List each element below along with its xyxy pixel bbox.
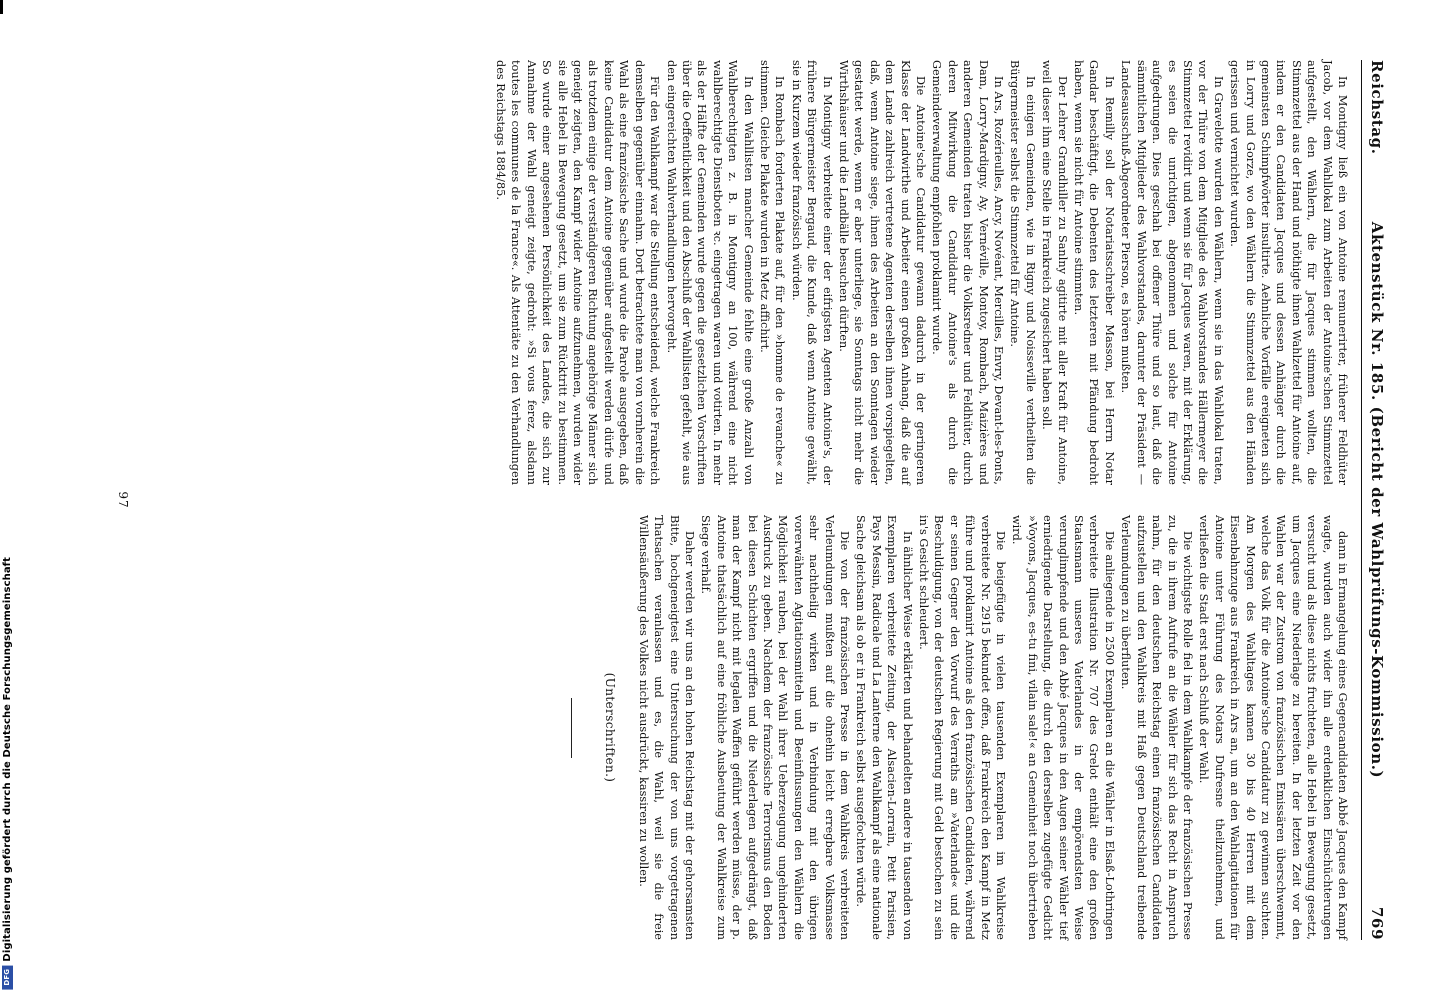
paragraph: In Montigny verbreitete einer der eifrigsten Agenten Antoine's, der frühere Bürgermeister Bergaud, die Kunde, daß wenn Antoine gewählt, sie in Kurzem wieder französisch würden. — [789, 60, 834, 485]
text-column-left — [492, 60, 1350, 485]
paragraph: In Rombach forderten Plakate auf, für den »homme de revanche« zu stimmen. Gleiche Plakate wurden in Metz affichirt. — [757, 60, 787, 485]
signature-rule — [571, 698, 572, 758]
header-center: Aktenstück Nr. 185. (Bericht der Wahlprüfungs-Kommission.) — [1368, 221, 1386, 779]
dfg-logo-icon: DFG — [2, 966, 13, 990]
paragraph: Die wichtigste Rolle fiel in dem Wahlkampfe der französischen Presse zu, die in ihrem Aufrufe an die Wähler für sich das Recht in Anspruch nahm, für den deutschen Reichstag einen französischen Candidaten aufzustellen und den Wahlkreis mit Haß gegen Deutschland treibende Verleumdungen zu überfluten. — [1119, 515, 1194, 940]
paragraph: dann in Ermangelung eines Gegencandidaten Abbé Jacques den Kampf wagte, wurden auch wider ihn alle erdenklichen Einschüchterungen versucht und als diese nichts fruchteten, alle Hebel in Bewegung gesetzt, um Jacques eine Niederlage zu bereiten. In der letzten Zeit vor den Wahlen war der Zustrom von französischen Emissären überschwemmt, welche das Volk für die Antoine'sche Candidatur zu gewinnen suchten. Am Morgen des Wahltages kamen 30 bis 40 Herren mit dem Eisenbahnzuge aus Frankreich in Ars an, um an den Wahlagitationen für Antoine unter Führung des Notars Dufresne theilzunehmen, und verließen die Stadt erst nach Schluß der Wahl. — [1197, 515, 1349, 940]
footer-number: 97 — [116, 491, 130, 509]
running-header — [1361, 60, 1388, 940]
paragraph: In Ars, Rozérieulles, Ancy, Novéant, Mercilles, Envry, Devant-les-Ponts, Dam, Lorry-Mardigny, Ay, Vernéville, Montoy, Rombach, Maizières und anderen Gemeinden traten bisher die Volksredner und Feldhüter, durch deren Mitwirkung die Candidatur Antoine's als durch die Gemeindeverwaltung empfohlen proklamirt wurde. — [930, 60, 1006, 485]
rotated-page-content — [80, 0, 1430, 1000]
paragraph: Die von der französischen Presse in dem Wahlkreis verbreiteten Verleumdungen mußten auf die ohnehin leicht erregbare Volksmasse sehr nachtheilig wirken und in Verbindung mit den übrigen vorerwähnten Agitationsmitteln und Beeinflussungen den Wählern die Möglichkeit rauben, bei der Wahl ihrer Ueberzeugung ungehinderten Ausdruck zu geben. Nachdem der französische Terrorismus den Boden bei diesen Schichten ergriffen und die Niederlagen aufgedrängt, daß man der Kampf nicht mit legalen Waffen geführt werden müsse, der p. Antoine thatsächlich auf eine fröhliche Ausbeutung der Wahlkreise zum Siege verhalf. — [699, 515, 851, 940]
paragraph: In Remilly soll der Notariatsschreiber Masson, bei Herrn Notar Gandar beschäftigt, die Debenten des letzteren mit Pfändung bedroht haben, wenn sie nicht für Antoine stimmten. — [1072, 60, 1116, 485]
crop-mark — [0, 0, 3, 14]
header-left: Reichstag. — [1368, 60, 1386, 155]
paragraph: In Montigny ließ ein von Antoine remunerirter, früherer Feldhüter Jacob, vor dem Wahllokal zum Arbeiten der Antoine'schen Stimmzettel aufgestellt, den Wählern, die für Jacques stimmen wollten, die Stimmzettel aus der Hand und nöthigte ihnen Wahlzettel für Antoine auf, indem er den Candidaten Jacques und dessen Anhänger durch die gemeinsten Schimpfwörter insultirte. Aehnliche Vorfälle ereigneten sich in Lorry und Gorze, wo den Wählern die Stimmzettel aus den Händen gerissen und vernichtet wurden. — [1228, 60, 1349, 485]
paragraph: In einigen Gemeinden, wie in Rigny und Noisseville vertheilten die Bürgermeister selbst die Stimmzettel für Antoine. — [1008, 60, 1037, 485]
paragraph: Die anliegende in 2500 Exemplaren an die Wähler in Elsaß-Lothringen verbreitete Illustration Nr. 707 des Grelot enthält eine den großen Staatsmann unseres Vaterlandes in der empörendsten Weise verunglimpfende und den Abbé Jacques in den Augen seiner Wähler tief erniedrigende Darstellung, die durch den derselben zugefügte Gedicht »Voyons, Jacques, es-tu fini, vilain sale!« an Gemeinheit noch übertrieben wird. — [1010, 515, 1116, 940]
paragraph: Der Lehrer Grandhiller zu Sanlny agitirte mit aller Kraft für Antoine, weil dieser ihm eine Stelle in Frankreich zugesichert haben soll. — [1040, 60, 1069, 485]
signatures: (Unterschriften.) — [603, 672, 618, 783]
paragraph: In ähnlicher Weise erklärten und behandelten andere in tausenden von Exemplaren verbreitete Zeitung, der Alsacien-Lorrain, Petit Parisien, Pays Messin, Radicale und La Lanterne den Wahlkampf als eine nationale Sache gleichsam als ob er in Frankreich selbst ausgefochten würde. — [854, 515, 914, 940]
paragraph: Für den Wahlkampf war die Stellung entscheidend, welche Frankreich demselben gegenüber einnahm. Dort betrachtete man von vornherein die Wahl als eine französische Sache und wurde die Parole ausgegeben, daß keine Candidatur dem Antoine gegenüber aufgestellt werden dürfe und als trotzdem einige der verständigeren Richtung angehörige Männer sich geneigt zeigten, den Kampf wider Antoine aufzunehmen, wurden wider sie alle Hebel in Bewegung gesetzt, um sie zum Rücktritt zu bestimmen. So wurde einer angesehenen Persönlichkeit des Landes, die sich zur Annahme der Wahl geneigt zeigte, gedroht: »Si vous ferez, alsdann toutes les communes de la France«. Als Attentäte zu den Verhandlungen des Reichstags 1884/85. — [494, 60, 662, 485]
paragraph: Die beigefügte in vielen tausenden Exemplaren im Wahlkreise verbreitete Nr. 2915 bekundet offen, daß Frankreich den Kampf in Metz führe und proklamirt Antoine als den französischen Candidaten, während er seinen Gegner den Vorwurf des Verraths am »Vaterlande« und die Beschuldigung, von der deutschen Regierung mit Geld bestochen zu sein in's Gesicht schleudert. — [917, 515, 1008, 940]
text-column-right — [571, 515, 1350, 940]
scanned-page — [80, 0, 1430, 1000]
header-right-title: (Bericht der Wahlprüfungs-Kommission.) — [1368, 400, 1386, 779]
paragraph: Die Antoine'sche Candidatur gewann dadurch in der geringeren Klasse der Landwirthe und Arbeiter einen großen Anhang, daß die auf dem Lande zahlreich vertretene Agenten derselben ihnen vorspiegelten, daß, wenn Antoine siege, ihnen des Arbeiten an den Sonntagen wieder gestattet werde, wenn er aber unterliege, sie Sonntags nicht mehr die Wirthshäuser und die Landbälle besuchen dürften. — [837, 60, 928, 485]
paragraph: Daher werden wir uns an den hohen Reichstag mit der gehorsamsten Bitte, hochgeneigtest eine Untersuchung der von uns vorgetragenen Thatsachen veranlassen und es, die Wahl, weil sie die freie Willensäußerung des Volkes nicht ausdrückt, kassiren zu wollen. — [636, 515, 696, 940]
paragraph: In Gravelotte wurden den Wählern, wenn sie in das Wahllokal traten, vor der Thüre von dem Mitgliede des Wahlvorstandes Hällermeyer die Stimmzettel revidirt und wenn sie für Jacques waren, mit der Erklärung, es seien die unrichtigen, abgenommen und solche für Antoine aufgedrungen. Dies geschah bei offener Thüre und so laut, daß die sämmtlichen Mitglieder des Wahlvorstandes, darunter der Präsident — Landesausschuß-Abgeordneter Pierson, es hören mußten. — [1119, 60, 1225, 485]
header-page-number: 769 — [1368, 906, 1386, 940]
paragraph: In den Wahllisten mancher Gemeinde fehlte eine große Anzahl von Wahlberechtigten z. B. in Montigny an 100, während eine nicht wahlberechtigte Dienstboten ꝛc. eingetragen waren und votirten. In mehr als der Hälfte der Gemeinden wurde gegen die gesetzlichen Vorschriften über die Oeffentlichkeit und den Abschluß der Wahllisten gefehlt, wie aus den eingereichten Wahlverhandlungen hervorgeht. — [664, 60, 755, 485]
dfg-funding-notice — [2, 557, 13, 990]
dfg-notice-text: Digitalisierung gefördert durch die Deutsche Forschungsgemeinschaft — [2, 557, 13, 962]
